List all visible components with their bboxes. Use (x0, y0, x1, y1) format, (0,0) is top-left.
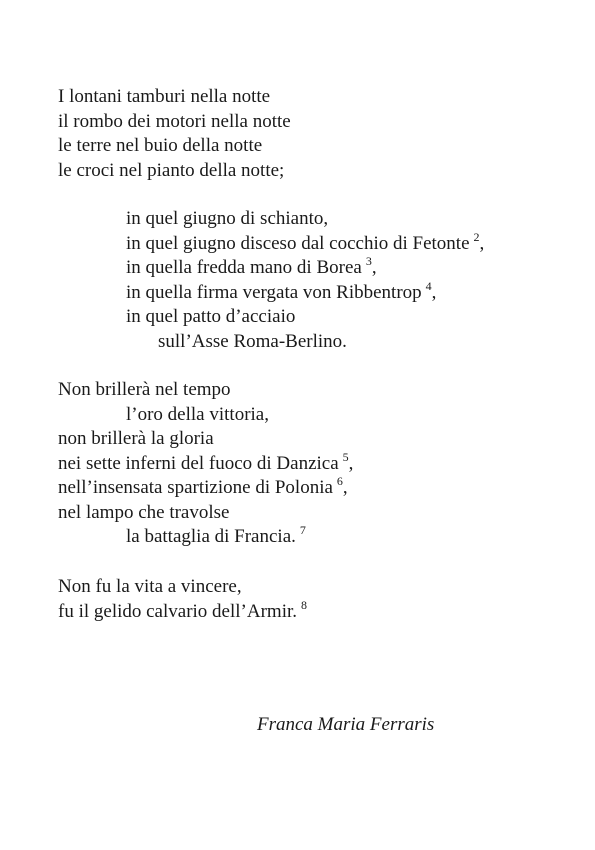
stanza-1 (58, 85, 291, 183)
poem-line (58, 597, 308, 625)
line-text: la battaglia di Francia. (126, 526, 296, 547)
line-text: nel lampo che travolse (58, 501, 230, 523)
poem-line (58, 330, 484, 355)
line-text: non brillerà la gloria (58, 428, 214, 449)
line-punctuation: , (479, 232, 485, 254)
line-text: in quel giugno di schianto, (126, 208, 329, 229)
line-text: in quel giugno disceso dal cocchio di Fetonte (126, 232, 470, 254)
poem-line (58, 229, 485, 257)
line-text: l’oro della vittoria, (126, 403, 269, 425)
poem-line (58, 207, 484, 232)
footnote-marker: 2 (473, 229, 480, 244)
line-punctuation: , (348, 452, 354, 474)
poem-line: il rombo dei motori nella notte (58, 110, 291, 132)
line-text: Non brillerà nel tempo (58, 379, 231, 400)
poem-line (58, 305, 484, 330)
poem-line (58, 427, 353, 452)
poem-line: le terre nel buio della notte (58, 135, 263, 156)
line-text: nei sette inferni del fuoco di Danzica (58, 452, 339, 474)
poem-line (58, 256, 484, 281)
line-text: in quella fredda mano di Borea (126, 257, 362, 278)
poem-line (58, 378, 353, 403)
footnote-marker: 5 (342, 449, 349, 464)
poem-line (58, 501, 353, 526)
poem-line (58, 403, 353, 428)
poem-line (58, 525, 353, 550)
poem-line: le croci nel pianto della notte; (58, 159, 285, 181)
line-text: sull’Asse Roma-Berlino. (158, 330, 347, 352)
line-text: Non fu la vita a vincere, (58, 576, 242, 597)
poem-line (58, 449, 354, 477)
footnote-marker: 4 (425, 278, 432, 293)
poem-line (58, 575, 307, 600)
footnote-marker: 6 (336, 474, 343, 488)
poem-line (58, 476, 353, 501)
poem-line: I lontani tamburi nella notte (58, 86, 271, 107)
line-punctuation: , (342, 477, 348, 498)
line-text: in quella firma vergata von Ribbentrop (126, 281, 422, 303)
footnote-marker: 3 (365, 254, 372, 268)
line-punctuation: , (431, 281, 437, 303)
stanza-3 (58, 378, 353, 550)
stanza-4 (58, 575, 307, 624)
author-signature: Franca Maria Ferraris (257, 714, 435, 735)
footnote-marker: 7 (299, 523, 306, 537)
footnote-marker: 8 (301, 597, 308, 612)
poem-line (58, 278, 484, 306)
line-text: nell’insensata spartizione di Polonia (58, 477, 333, 498)
stanza-2 (58, 207, 484, 354)
line-text: fu il gelido calvario dell’Armir. (58, 600, 298, 622)
line-punctuation: , (371, 257, 377, 278)
line-text: in quel patto d’acciaio (126, 306, 296, 327)
